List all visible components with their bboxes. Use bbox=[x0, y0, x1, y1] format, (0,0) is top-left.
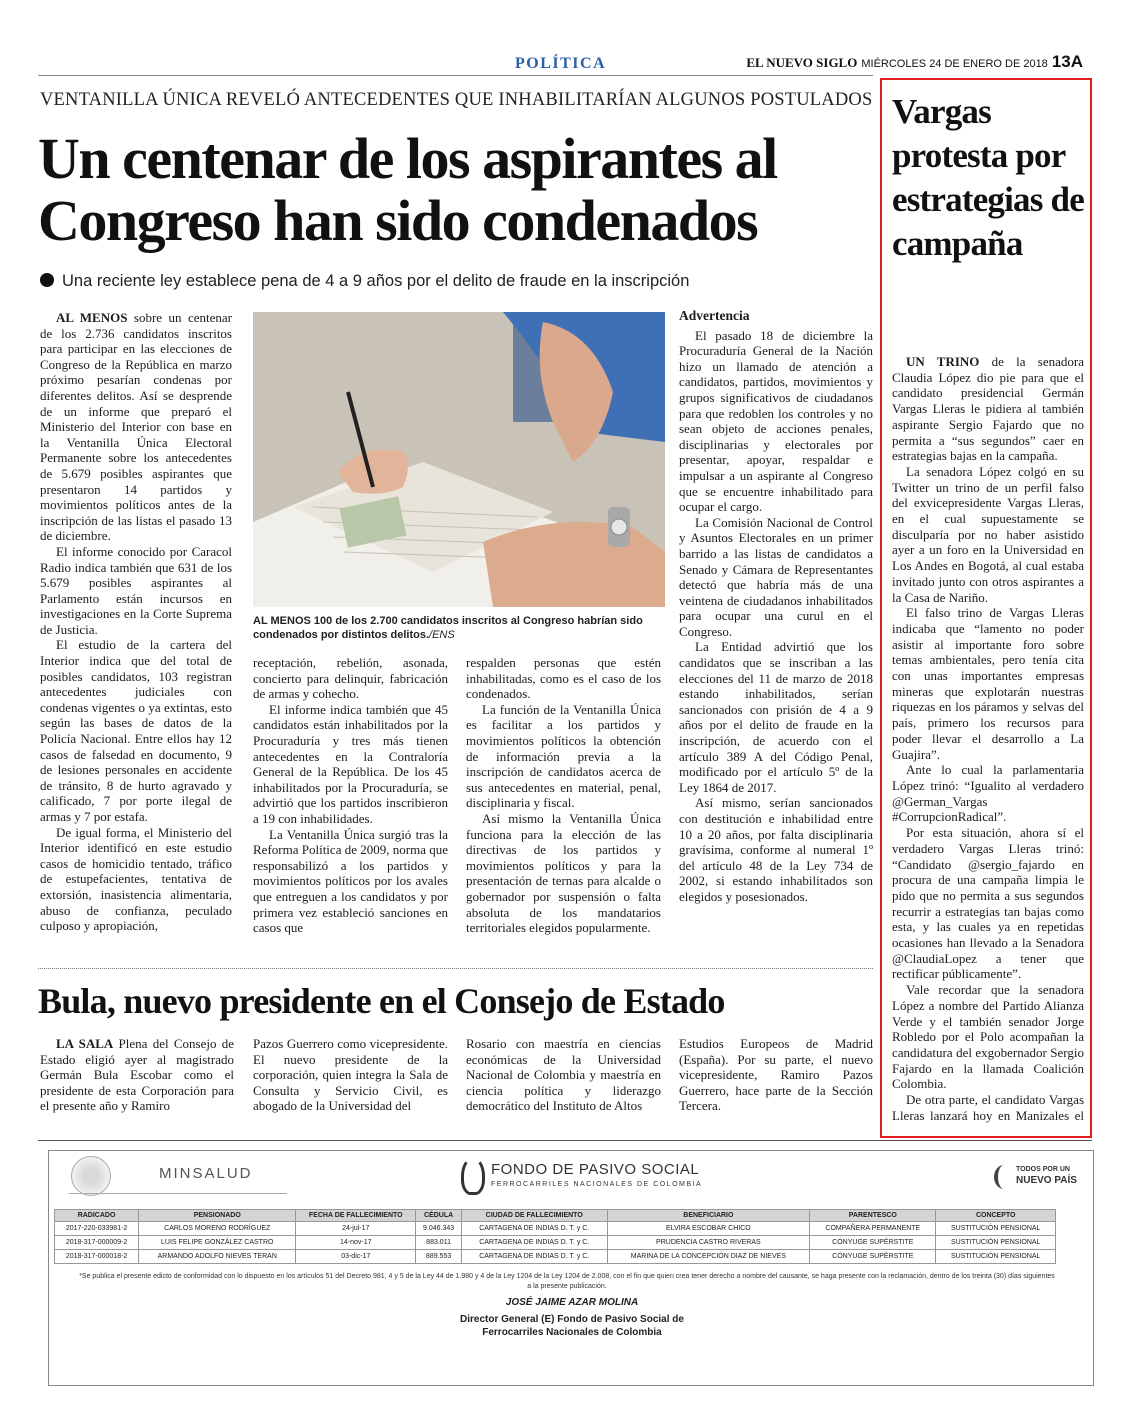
table-cell: SUSTITUCIÓN PENSIONAL bbox=[936, 1250, 1056, 1264]
table-cell: ARMANDO ADOLFO NIEVES TERAN bbox=[139, 1250, 296, 1264]
paragraph: sobre un centenar de los 2.736 candidatos inscritos para participar en las elecciones de Congreso de la República en marzo próximo pesarían condenas por diferentes delitos. Así se desprende de un informe que preparó el Ministerio del Interior con base en la Ventanilla Única Electoral Permanente sobre los antecedentes de 5.679 posibles aspirantes que presentaron 14 partidos y movimientos políticos antes de la inscripción de las listas el pasado 13 de diciembre. bbox=[40, 310, 232, 544]
edict-note: *Se publica el presente edicto de conformidad con lo dispuesto en los artículos 51 del Decreto 981, 4 y 5 de la Ley 44 de 1.980 y 4 de la Ley 1204 de la Ley 1204 de 2.008, con el fin que quien crea tener derecho a nombre del causante, se haga presente con la reclamación, dentro de los treinta (30) días siguientes a la presente publicación. bbox=[79, 1273, 1055, 1290]
table-header-row bbox=[55, 1210, 1056, 1222]
table-cell: CÓNYUGE SUPÉRSTITE bbox=[810, 1250, 936, 1264]
table-cell: SUSTITUCIÓN PENSIONAL bbox=[936, 1236, 1056, 1250]
caption-text: 100 de los 2.700 candidatos inscritos al Congreso habrían sido condenados por distintos delitos. bbox=[253, 615, 643, 641]
table-cell: SUSTITUCIÓN PENSIONAL bbox=[936, 1222, 1056, 1236]
story-subhead bbox=[40, 272, 875, 291]
paragraph: La Ventanilla Única surgió tras la Reforma Política de 2009, norma que responsabilizó a los partidos y movimientos políticos por los avales que entreguen a los candidatos y por primera vez estableció sanciones en casos que bbox=[253, 826, 448, 936]
paragraph: receptación, rebelión, asonada, concierto para delinquir, fabricación de armas y cohecho. bbox=[253, 655, 448, 702]
story-headline: Un centenar de los aspirantes al Congreso han sido condenados bbox=[38, 126, 777, 253]
table-cell: MARINA DE LA CONCEPCIÓN DIAZ DE NIEVES bbox=[607, 1250, 810, 1264]
fondo-logo-icon bbox=[461, 1157, 485, 1195]
caption-lead: AL MENOS bbox=[253, 615, 311, 627]
table-row bbox=[55, 1250, 1056, 1264]
subheading: Advertencia bbox=[679, 308, 750, 323]
signatory-role bbox=[49, 1313, 1095, 1339]
subhead-text: Una reciente ley establece pena de 4 a 9 años por el delito de fraude en la inscripción bbox=[62, 272, 690, 290]
table-cell: 03-dic-17 bbox=[296, 1250, 416, 1264]
nuevo-pais-logo-icon bbox=[994, 1165, 1014, 1189]
logo-rule bbox=[69, 1193, 287, 1194]
ad-divider bbox=[38, 1140, 1092, 1141]
paragraph: Por esta situación, ahora sí el verdadero Vargas Lleras trinó: “Candidato @sergio_fajardo en procura de una campaña limpia le pido que no permita a sus segundos recurrir a estrategias tan bajas como esta, y las cuales ya en repetidas ocasiones han llevado a la Senadora @ClaudiaLopez a tener que rectificar públicamente”. bbox=[892, 825, 1084, 982]
column-header: CÉDULA bbox=[416, 1210, 462, 1222]
photo-illustration bbox=[253, 312, 665, 607]
paragraph: Rosario con maestría en ciencias económicas de la Universidad Nacional de Colombia y maestría en ciencia política y liderazgo democrático del Instituto de Altos bbox=[466, 1036, 661, 1114]
newspaper-name: EL NUEVO SIGLO bbox=[746, 55, 858, 70]
story-column-4 bbox=[679, 308, 873, 963]
table-row bbox=[55, 1222, 1056, 1236]
table-cell: 14-nov-17 bbox=[296, 1236, 416, 1250]
bula-column-1 bbox=[40, 1036, 234, 1136]
column-header: PENSIONADO bbox=[139, 1210, 296, 1222]
table-cell: 24-jul-17 bbox=[296, 1222, 416, 1236]
paragraph: El estudio de la cartera del Interior indica que del total de posibles candidatos, 103 registran antecedentes judiciales con condenas vigentes o ya extintas, esto según las bases de datos de la Policía Nacional. Entre ellos hay 12 casos de falsedad en documento, 9 de lesiones personales en accidente de tránsito, 8 de hurto agravado y calificado, 7 por porte ilegal de armas y 7 por estafa. bbox=[40, 637, 232, 824]
lead-word: LA SALA bbox=[56, 1036, 114, 1051]
bula-column-3 bbox=[466, 1036, 661, 1136]
edict-table bbox=[54, 1209, 1056, 1264]
table-cell: 9.046.343 bbox=[416, 1222, 462, 1236]
sidebar-story bbox=[880, 78, 1092, 1138]
page-header bbox=[746, 52, 1083, 72]
fondo-logo-text: FONDO DE PASIVO SOCIAL bbox=[491, 1161, 700, 1178]
bula-column-4 bbox=[679, 1036, 873, 1136]
sidebar-headline: Vargas protesta por estrategias de campaña bbox=[892, 92, 1084, 263]
table-cell: CARTAGENA DE INDIAS D. T. y C. bbox=[461, 1236, 607, 1250]
column-header: FECHA DE FALLECIMIENTO bbox=[296, 1210, 416, 1222]
paragraph: La función de la Ventanilla Única es facilitar a los partidos y movimientos políticos la obtención de información previa a la inscripción de candidatos acerca de sus antecedentes en material, penal, disciplinaria y fiscal. bbox=[466, 701, 661, 811]
lead-word: UN TRINO bbox=[906, 354, 980, 369]
signatory-role-line2: Ferrocarriles Nacionales de Colombia bbox=[482, 1327, 662, 1338]
bula-column-2 bbox=[253, 1036, 448, 1136]
table-cell: 2018-317-000018-2 bbox=[55, 1250, 139, 1264]
lead-word: AL MENOS bbox=[56, 310, 128, 325]
paragraph: Pazos Guerrero como vicepresidente. El nuevo presidente de la corporación, quien integra la Sala de Consulta y Servicio Civil, es abogado de la Universidad del bbox=[253, 1036, 448, 1114]
column-header: CIUDAD DE FALLECIMIENTO bbox=[461, 1210, 607, 1222]
sidebar-body bbox=[892, 354, 1084, 1124]
photo-caption bbox=[253, 614, 665, 642]
table-cell: 883.011 bbox=[416, 1236, 462, 1250]
paragraph: La Entidad advirtió que los candidatos que se inscriban a las elecciones del 11 de marzo de 2018 estando inhabilitados, serían sancionados con prisión de 4 a 9 años por el delito de fraude en la inscripción, de acuerdo con el artículo 389 A del Código Penal, modificado por el artículo 5º de la Ley 1864 de 2017. bbox=[679, 639, 873, 795]
section-label: POLÍTICA bbox=[515, 55, 607, 72]
table-row bbox=[55, 1236, 1056, 1250]
paragraph: La Comisión Nacional de Control y Asuntos Electorales en un primer barrido a las listas de candidatos a Senado y Cámara de Representantes detectó que habría más de una veintena de ciudadanos inhabilitados para ocupar una curul en el Congreso. bbox=[679, 514, 873, 639]
story-column-2 bbox=[253, 655, 448, 960]
minsalud-logo: MINSALUD bbox=[159, 1165, 253, 1182]
table-cell: 2017-220-033981-2 bbox=[55, 1222, 139, 1236]
paragraph: Vale recordar que la senadora López a nombre del Partido Alianza Verde y el también senador Jorge Robledo por el Polo acompañan la candidatura del exgobernador Sergio Fajardo en la llamada Coalición Colombia. bbox=[892, 982, 1084, 1092]
column-header: BENEFICIARIO bbox=[607, 1210, 810, 1222]
paragraph: Estudios Europeos de Madrid (España). Por su parte, el nuevo vicepresidente, Ramiro Pazos Guerrero, hace parte de la Sección Tercera. bbox=[679, 1036, 873, 1114]
nuevo-pais-line2: NUEVO PAÍS bbox=[1016, 1175, 1077, 1186]
header-divider bbox=[38, 75, 873, 76]
issue-date: MIÉRCOLES 24 DE ENERO DE 2018 bbox=[861, 58, 1048, 70]
story-photo bbox=[253, 312, 665, 607]
paragraph: La senadora López colgó en su Twitter un trino de un perfil falso del exvicepresidente Vargas Lleras, en el cual supuestamente se disculparía por no haber asistido ayer a un foro en la Universidad en Los Andes en Bogotá, al cual estaba invitado junto con otros aspirantes a la Casa de Nariño. bbox=[892, 463, 1084, 605]
bullet-icon bbox=[40, 273, 54, 287]
coat-of-arms-icon bbox=[71, 1156, 111, 1196]
table-cell: PRUDENCIA CASTRO RIVERAS bbox=[607, 1236, 810, 1250]
signatory-role-line1: Director General (E) Fondo de Pasivo Social de bbox=[460, 1314, 684, 1325]
paragraph: El informe indica también que 45 candidatos están inhabilitados por la Procuraduría y tres más tienen antecedentes en la Contraloría General de la República. De los 45 inhabilitados por la Procuraduría, se advirtió que los partidos inscribieron a 19 con inhabilidades. bbox=[253, 701, 448, 826]
column-header: RADICADO bbox=[55, 1210, 139, 1222]
column-header: CONCEPTO bbox=[936, 1210, 1056, 1222]
table-cell: 2018-317-000009-2 bbox=[55, 1236, 139, 1250]
paragraph: De igual forma, el Ministerio del Interior identificó en este estudio casos de homicidio tentado, tráfico de estupefacientes, tentativa de extorsión, inasistencia alimentaria, abuso de confianza, peculado culposo y apropiación, bbox=[40, 824, 232, 934]
table-cell: LUIS FELIPE GONZÁLEZ CASTRO bbox=[139, 1236, 296, 1250]
table-cell: CÓNYUGE SUPÉRSTITE bbox=[810, 1236, 936, 1250]
paragraph: El informe conocido por Caracol Radio indica también que 631 de los 5.679 posibles aspirantes al Parlamento están incursos en investigaciones en la Corte Suprema de Justicia. bbox=[40, 543, 232, 637]
page-number: 13A bbox=[1051, 52, 1083, 71]
paragraph: El falso trino de Vargas Lleras indicaba que “lamento no poder asistir al importante foro sobre temas ambientales, pero tenía cita con unas importantes empresas mineras que explotarán nuestras riquezas en los páramos y selvas del país, primero los recursos para poder llevar el desarrollo a La Guajira”. bbox=[892, 605, 1084, 762]
paragraph: El pasado 18 de diciembre la Procuraduría General de la Nación hizo un llamado de atención a candidatos, partidos, movimientos y grupos significativos de ciudadanos para que redoblen los controles y no sean objeto de acciones penales, disciplinarias y electorales por presentar, apoyar, respaldar e impulsar a un aspirante al Congreso que se encuentre inhabilitado para ocupar el cargo. bbox=[679, 327, 873, 515]
photo-credit: /ENS bbox=[429, 629, 455, 641]
paragraph: Así mismo la Ventanilla Única funciona para la elección de las directivas de los partidos y movimientos políticos y para la presentación de ternas para alcalde o gobernador por suspensión o falta absoluta de los mandatarios territoriales elegidos popularmente. bbox=[466, 810, 661, 936]
paragraph: Plena del Consejo de Estado eligió ayer al magistrado Germán Bula Escobar como el presidente de esta Corporación para el presente año y Ramiro bbox=[40, 1036, 234, 1114]
bula-headline: Bula, nuevo presidente en el Consejo de Estado bbox=[38, 981, 725, 1021]
story-column-1 bbox=[40, 310, 232, 960]
paragraph: Ante lo cual la parlamentaria López trinó: “Igualito al verdadero @German_Vargas #CorrupcionRadical”. bbox=[892, 762, 1084, 825]
column-header: PARENTESCO bbox=[810, 1210, 936, 1222]
paragraph: de la senadora Claudia López dio pie para que el candidato presidencial Germán Vargas Lleras le pidiera al también aspirante Sergio Fajardo que no permita a “sus segundos” caer en estrategias bajas en la campaña. bbox=[892, 354, 1084, 464]
table-cell: COMPAÑERA PERMANENTE bbox=[810, 1222, 936, 1236]
table-cell: CARTAGENA DE INDIAS D. T. y C. bbox=[461, 1222, 607, 1236]
table-cell: 889.553 bbox=[416, 1250, 462, 1264]
signatory-name: JOSÉ JAIME AZAR MOLINA bbox=[505, 1297, 639, 1308]
fondo-logo-subtext: FERROCARRILES NACIONALES DE COLOMBIA bbox=[491, 1181, 703, 1188]
table-cell: CARLOS MORENO RODRÍGUEZ bbox=[139, 1222, 296, 1236]
story-divider bbox=[38, 968, 873, 969]
table-cell: CARTAGENA DE INDIAS D. T. y C. bbox=[461, 1250, 607, 1264]
story-kicker: VENTANILLA ÚNICA REVELÓ ANTECEDENTES QUE INHABILITARÍAN ALGUNOS POSTULADOS bbox=[40, 90, 873, 110]
legal-notice-ad bbox=[48, 1150, 1094, 1386]
table-cell: ELVIRA ESCOBAR CHICO bbox=[607, 1222, 810, 1236]
story-column-3 bbox=[466, 655, 661, 960]
paragraph: Así mismo, serían sancionados con destitución e inhabilidad entre 10 a 20 años, por falta disciplinaria gravísima, conforme al numeral 1º del artículo 48 de la Ley 734 de 2002, si estando inhabilitados son elegidos y posesionados. bbox=[679, 795, 873, 904]
nuevo-pais-line1: TODOS POR UN bbox=[1016, 1166, 1070, 1173]
paragraph: respalden personas que estén inhabilitadas, como es el caso de los condenados. bbox=[466, 655, 661, 702]
paragraph: De otra parte, el candidato Vargas Lleras lanzará hoy en Manizales el bbox=[892, 1092, 1084, 1123]
